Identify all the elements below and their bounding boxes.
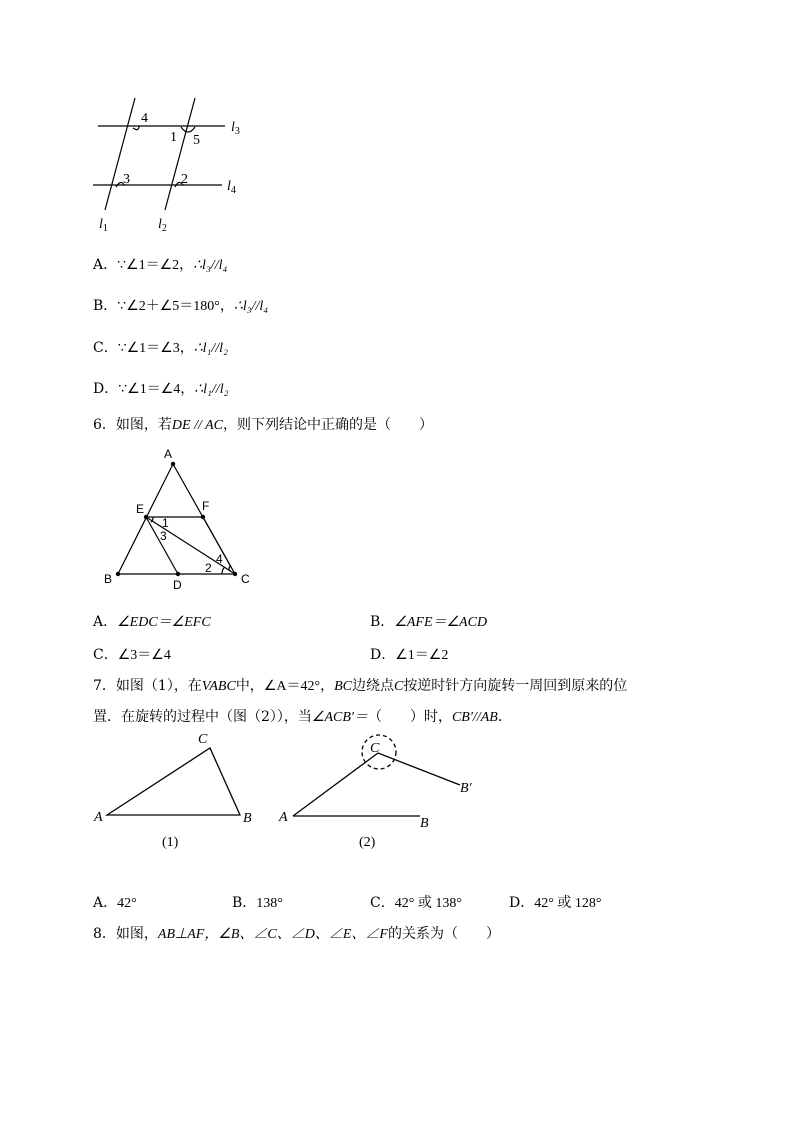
q7-option-c[interactable]: C．42° 或 138° <box>370 895 462 911</box>
angle-3-label: 3 <box>160 529 167 543</box>
line-l1-label: $l_1$ <box>99 217 108 234</box>
q6-option-b[interactable]: B．∠AFE＝∠ACD <box>370 614 488 630</box>
fig1-caption: (1) <box>162 835 179 850</box>
q5-option-b[interactable]: B．∵∠2＋∠5＝180°，∴l₃//l₄ <box>93 298 269 314</box>
q6-stem: 6．如图，若DE // AC，则下列结论中正确的是（ ） <box>93 417 433 433</box>
fig2-vertex-bprime-label: B′ <box>460 781 472 796</box>
q8-stem: 8．如图，AB⊥AF，∠B、∠C、∠D、∠E、∠F的关系为（ ） <box>93 926 500 942</box>
vertex-c-label: C <box>241 572 250 586</box>
line-l2-label: $l_2$ <box>158 217 167 234</box>
q5-option-c[interactable]: C．∵∠1＝∠3，∴l₁//l₂ <box>93 340 228 356</box>
q6-option-a[interactable]: A．∠EDC＝∠EFC <box>93 614 211 630</box>
triangle-abc-figure-1 <box>90 725 265 860</box>
angle-4-label: 4 <box>216 552 223 566</box>
q7-option-d[interactable]: D．42° 或 128° <box>509 895 602 911</box>
angle-2-label: 2 <box>205 561 212 575</box>
vertex-b-label: B <box>104 572 113 586</box>
line-l4-label: $l_4$ <box>227 179 236 196</box>
fig1-vertex-c-label: C <box>198 732 208 747</box>
fig2-vertex-c-label: C <box>370 741 380 756</box>
fig1-vertex-a-label: A <box>94 810 103 825</box>
vertex-d-label: D <box>173 578 182 592</box>
fig2-vertex-a-label: A <box>279 810 288 825</box>
fig1-vertex-b-label: B <box>243 811 252 826</box>
angle-3-label: 3 <box>123 172 130 187</box>
vertex-e-label: E <box>136 502 145 516</box>
fig2-caption: (2) <box>359 835 376 850</box>
rotation-figure-2 <box>275 730 485 860</box>
angle-1-label: 1 <box>162 516 169 530</box>
angle-1-label: 1 <box>170 130 177 145</box>
q6-option-c[interactable]: C．∠3＝∠4 <box>93 647 171 663</box>
vertex-a-label: A <box>164 447 173 461</box>
parallel-lines-figure <box>85 90 255 240</box>
q6-option-d[interactable]: D．∠1＝∠2 <box>370 647 449 663</box>
angle-5-label: 5 <box>193 133 200 148</box>
q7-option-b[interactable]: B．138° <box>232 895 283 911</box>
q5-option-a[interactable]: A．∵∠1＝∠2，∴l₃//l₄ <box>93 257 228 273</box>
triangle-de-figure <box>100 445 260 595</box>
q7-option-a[interactable]: A．42° <box>93 895 137 911</box>
q7-stem-line2: 置．在旋转的过程中（图（2）），当∠ACB′＝（ ）时，CB′//AB． <box>93 709 512 725</box>
line-l3-label: $l_3$ <box>231 120 240 137</box>
q7-stem-line1: 7．如图（1），在VABC中，∠A＝42°，BC边绕点C按逆时针方向旋转一周回到原来的位 <box>93 678 628 694</box>
angle-2-label: 2 <box>181 172 188 187</box>
angle-4-label: 4 <box>141 111 148 126</box>
vertex-f-label: F <box>202 499 210 513</box>
q5-option-d[interactable]: D．∵∠1＝∠4，∴l₁//l₂ <box>93 381 229 397</box>
fig2-vertex-b-label: B <box>420 816 429 831</box>
